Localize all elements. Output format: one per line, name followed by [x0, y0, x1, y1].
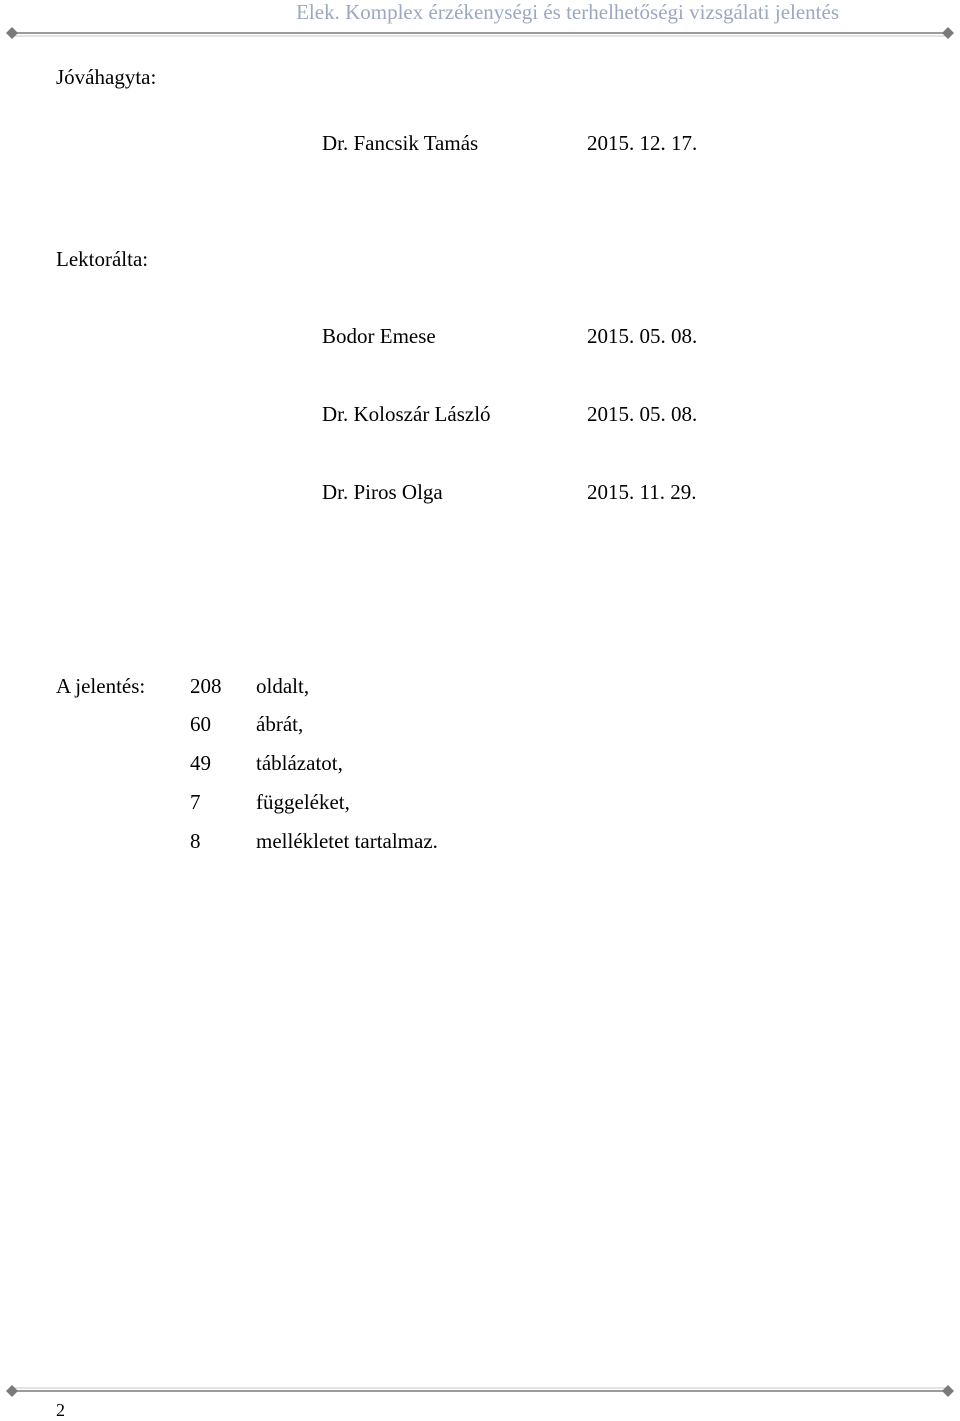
- item-count: 60: [190, 712, 211, 736]
- reviewer-name: Dr. Piros Olga: [322, 480, 443, 504]
- review-date: 2015. 05. 08.: [587, 324, 698, 348]
- item-count: 8: [190, 829, 201, 853]
- item-text: táblázatot,: [256, 751, 343, 775]
- item-count: 208: [190, 674, 222, 698]
- reviewed-label: Lektorálta:: [56, 247, 149, 271]
- item-text: ábrát,: [256, 712, 304, 736]
- item-text: függeléket,: [256, 790, 350, 814]
- page-number: 2: [56, 1400, 65, 1420]
- reviewer-name: Dr. Koloszár László: [322, 402, 491, 426]
- item-count: 49: [190, 751, 211, 775]
- header-title: Elek. Komplex érzékenységi és terhelhetőségi vizsgálati jelentés: [296, 0, 839, 24]
- item-text: oldalt,: [256, 674, 310, 698]
- approved-label: Jóváhagyta:: [56, 65, 157, 89]
- review-date: 2015. 11. 29.: [587, 480, 697, 504]
- review-date: 2015. 05. 08.: [587, 402, 698, 426]
- approval-date: 2015. 12. 17.: [587, 131, 698, 155]
- approver-name: Dr. Fancsik Tamás: [322, 131, 479, 155]
- footer-rule: [6, 1384, 954, 1398]
- report-label: A jelentés:: [56, 674, 146, 698]
- reviewer-name: Bodor Emese: [322, 324, 436, 348]
- header-rule: [6, 26, 954, 40]
- item-count: 7: [190, 790, 201, 814]
- item-text: mellékletet tartalmaz.: [256, 829, 438, 853]
